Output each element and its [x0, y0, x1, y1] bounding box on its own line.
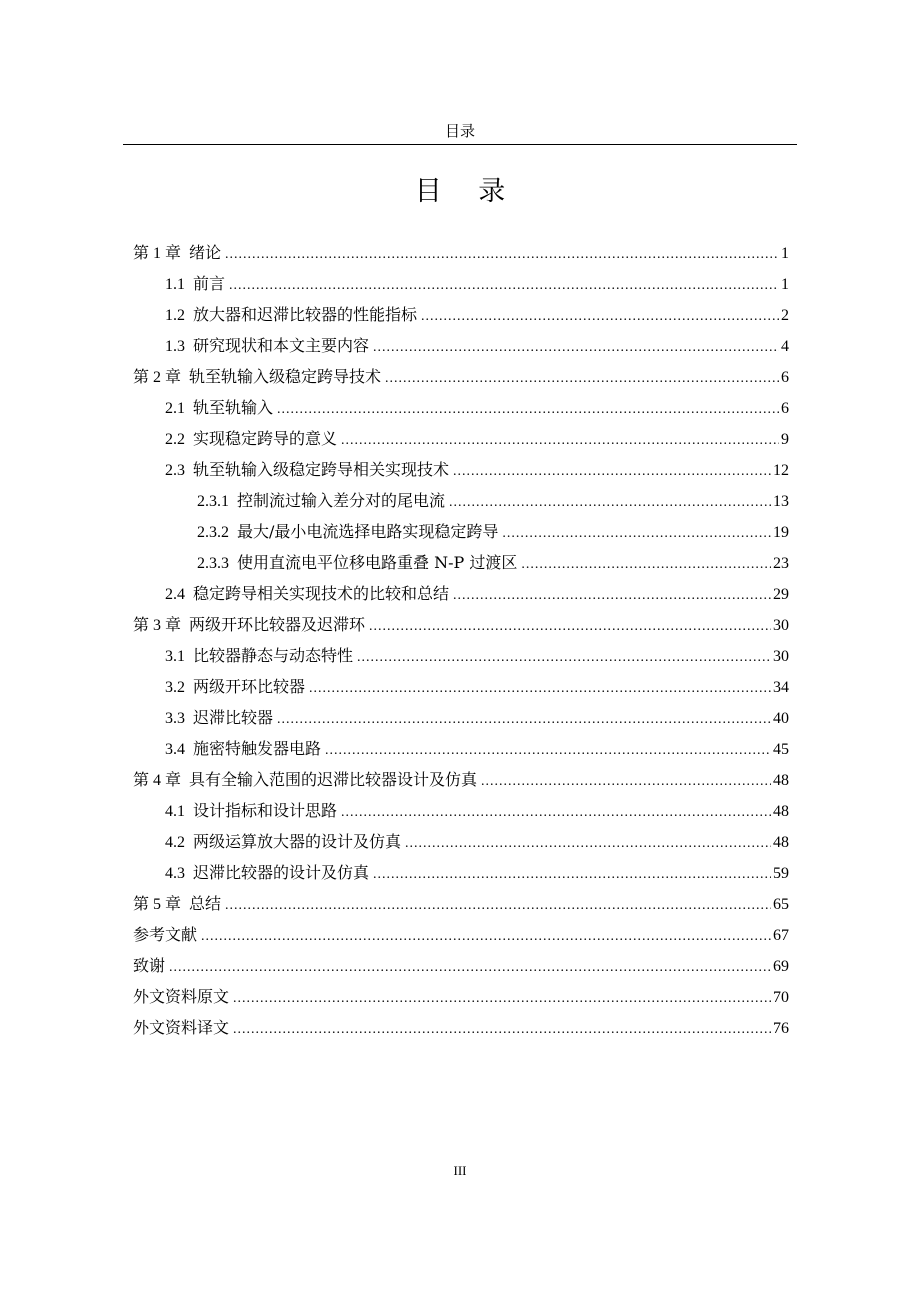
toc-entry-page: 9: [781, 431, 789, 448]
toc-entry-number: 第 3 章: [133, 617, 182, 634]
toc-dot-leader: [369, 611, 771, 642]
toc-entry-page: 23: [773, 555, 789, 572]
toc-entry-page: 30: [773, 617, 789, 634]
toc-dot-leader: [521, 549, 771, 580]
toc-dot-leader: [169, 952, 771, 983]
toc-entry-title: 最大/最小电流选择电路实现稳定跨导: [237, 522, 499, 541]
toc-entry[interactable]: [133, 764, 789, 795]
toc-entry-title: 迟滞比较器: [193, 708, 274, 727]
toc-entry-number: 2.3.1: [197, 493, 229, 510]
toc-dot-leader: [225, 239, 779, 270]
toc-dot-leader: [341, 425, 779, 456]
toc-entry-title: 施密特触发器电路: [193, 739, 322, 758]
toc-dot-leader: [277, 704, 771, 735]
toc-entry-title: 绪论: [189, 243, 222, 262]
toc-entry-page: 48: [773, 834, 789, 851]
toc-entry-number: 第 1 章: [133, 245, 182, 262]
toc-entry[interactable]: [133, 485, 789, 516]
toc-entry-page: 13: [773, 493, 789, 510]
toc-entry[interactable]: [133, 237, 789, 268]
toc-entry-number: 2.3.3: [197, 555, 229, 572]
toc-entry-page: 2: [781, 307, 789, 324]
toc-entry[interactable]: [133, 516, 789, 547]
toc-dot-leader: [341, 797, 771, 828]
toc-entry-title: 两级开环比较器及迟滞环: [189, 615, 366, 634]
toc-entry-page: 30: [773, 648, 789, 665]
toc-entry-title: 使用直流电平位移电路重叠 N-P 过渡区: [237, 553, 518, 572]
toc-dot-leader: [233, 983, 771, 1014]
toc-entry-title: 总结: [189, 894, 222, 913]
toc-entry-number: 第 5 章: [133, 896, 182, 913]
toc-entry[interactable]: [133, 671, 789, 702]
toc-entry-number: 2.2: [165, 431, 185, 448]
toc-entry-number: 1.2: [165, 307, 185, 324]
toc-entry-page: 40: [773, 710, 789, 727]
toc-entry[interactable]: [133, 795, 789, 826]
toc-dot-leader: [325, 735, 771, 766]
toc-dot-leader: [357, 642, 771, 673]
toc-entry-title: 轨至轨输入: [193, 398, 274, 417]
toc-entry-number: 2.4: [165, 586, 185, 603]
toc-entry-number: 1.1: [165, 276, 185, 293]
toc-entry-number: 3.2: [165, 679, 185, 696]
toc-dot-leader: [453, 456, 771, 487]
toc-entry-page: 1: [781, 276, 789, 293]
toc-entry-page: 69: [773, 958, 789, 975]
toc-entry-title: 比较器静态与动态特性: [193, 646, 354, 665]
toc-entry-title: 实现稳定跨导的意义: [193, 429, 338, 448]
toc-entry-number: 2.1: [165, 400, 185, 417]
toc-entry[interactable]: [133, 1012, 789, 1043]
toc-entry[interactable]: [133, 392, 789, 423]
toc-dot-leader: [373, 859, 771, 890]
toc-entry-page: 1: [781, 245, 789, 262]
toc-entry-number: 2.3.2: [197, 524, 229, 541]
toc-dot-leader: [373, 332, 779, 363]
toc-entry-page: 48: [773, 772, 789, 789]
toc-entry-title: 致谢: [133, 956, 166, 975]
toc-dot-leader: [225, 890, 771, 921]
toc-entry-number: 第 4 章: [133, 772, 182, 789]
toc-entry[interactable]: [133, 330, 789, 361]
toc-entry[interactable]: [133, 950, 789, 981]
toc-entry-page: 45: [773, 741, 789, 758]
toc-entry-number: 3.3: [165, 710, 185, 727]
toc-dot-leader: [453, 580, 771, 611]
toc-entry-page: 48: [773, 803, 789, 820]
page-title: 目 录: [414, 176, 520, 207]
toc-entry-number: 2.3: [165, 462, 185, 479]
toc-entry-page: 65: [773, 896, 789, 913]
toc-entry-title: 轨至轨输入级稳定跨导技术: [189, 367, 382, 386]
toc-entry-title: 研究现状和本文主要内容: [193, 336, 370, 355]
toc-entry-page: 76: [773, 1020, 789, 1037]
toc-entry-title: 两级开环比较器: [193, 677, 306, 696]
toc-entry[interactable]: [133, 578, 789, 609]
toc-entry-number: 3.4: [165, 741, 185, 758]
toc-entry-title: 具有全输入范围的迟滞比较器设计及仿真: [189, 770, 478, 789]
toc-dot-leader: [201, 921, 771, 952]
toc-entry[interactable]: [133, 299, 789, 330]
toc-dot-leader: [502, 518, 771, 549]
page-number: III: [453, 1163, 467, 1178]
toc-entry-title: 参考文献: [133, 925, 198, 944]
toc-entry-page: 19: [773, 524, 789, 541]
toc-entry-page: 29: [773, 586, 789, 603]
toc-entry[interactable]: [133, 733, 789, 764]
toc-entry[interactable]: [133, 702, 789, 733]
toc-dot-leader: [277, 394, 779, 425]
toc-entry-page: 6: [781, 369, 789, 386]
toc-entry-page: 6: [781, 400, 789, 417]
toc-entry-page: 34: [773, 679, 789, 696]
toc-entry[interactable]: [133, 640, 789, 671]
toc-entry-page: 4: [781, 338, 789, 355]
toc-dot-leader: [405, 828, 771, 859]
toc-dot-leader: [233, 1014, 771, 1045]
toc-entry[interactable]: [133, 361, 789, 392]
toc-entry-title: 两级运算放大器的设计及仿真: [193, 832, 402, 851]
toc-entry-page: 59: [773, 865, 789, 882]
toc-entry-title: 控制流过输入差分对的尾电流: [237, 491, 446, 510]
toc-entry-number: 第 2 章: [133, 369, 182, 386]
toc-entry-page: 67: [773, 927, 789, 944]
toc-dot-leader: [421, 301, 779, 332]
toc-dot-leader: [309, 673, 771, 704]
toc-entry[interactable]: [133, 268, 789, 299]
toc-entry[interactable]: [133, 547, 789, 578]
toc-entry-number: 4.1: [165, 803, 185, 820]
header-rule: [123, 144, 797, 145]
toc-entry[interactable]: [133, 981, 789, 1012]
toc-entry-title: 设计指标和设计思路: [193, 801, 338, 820]
toc-entry[interactable]: [133, 888, 789, 919]
toc-entry-number: 3.1: [165, 648, 185, 665]
toc-entry-title: 稳定跨导相关实现技术的比较和总结: [193, 584, 450, 603]
toc-dot-leader: [449, 487, 771, 518]
toc-entry-number: 4.2: [165, 834, 185, 851]
running-header: 目录: [444, 122, 475, 140]
toc-entry-title: 前言: [193, 274, 226, 293]
toc-entry-title: 放大器和迟滞比较器的性能指标: [193, 305, 418, 324]
toc-entry-page: 12: [773, 462, 789, 479]
toc-entry-title: 轨至轨输入级稳定跨导相关实现技术: [193, 460, 450, 479]
toc-dot-leader: [385, 363, 779, 394]
toc-entry[interactable]: [133, 857, 789, 888]
toc-entry-title: 迟滞比较器的设计及仿真: [193, 863, 370, 882]
toc-entry[interactable]: [133, 609, 789, 640]
toc-entry[interactable]: [133, 423, 789, 454]
toc-dot-leader: [481, 766, 771, 797]
toc-entry[interactable]: [133, 826, 789, 857]
toc-entry[interactable]: [133, 919, 789, 950]
toc-entry-title: 外文资料译文: [133, 1018, 230, 1037]
toc-entry-title: 外文资料原文: [133, 987, 230, 1006]
toc-entry[interactable]: [133, 454, 789, 485]
toc-entry-number: 4.3: [165, 865, 185, 882]
toc-entry-number: 1.3: [165, 338, 185, 355]
toc-dot-leader: [229, 270, 779, 301]
table-of-contents: [133, 237, 789, 1043]
toc-entry-page: 70: [773, 989, 789, 1006]
